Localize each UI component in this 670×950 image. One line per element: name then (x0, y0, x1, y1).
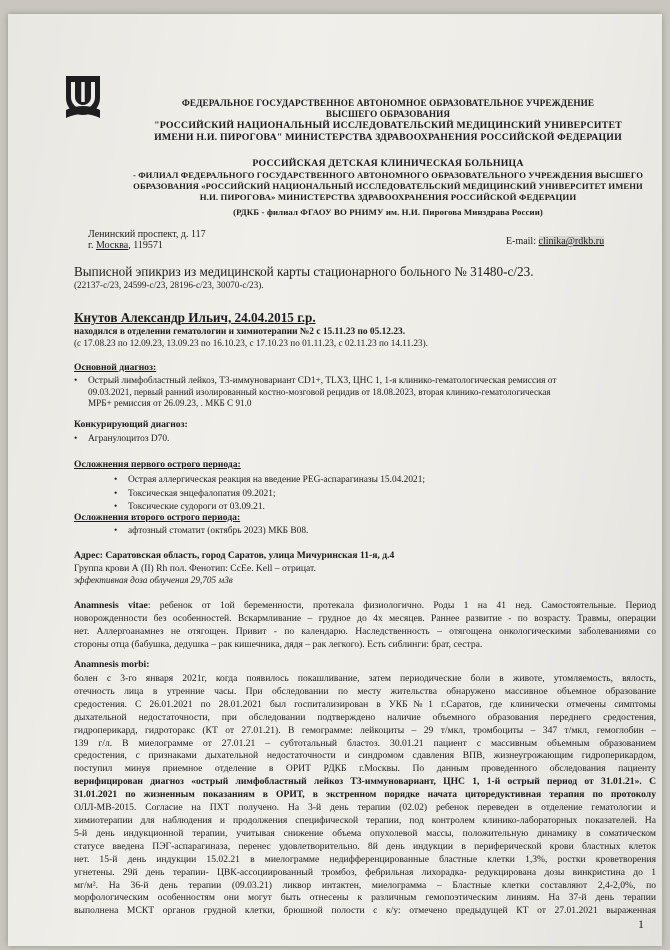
email-line (506, 236, 604, 248)
anamnesis-morbi-line: гидроперикард, гидроторакс (КТ от 27.01.21). В гемограмме: лейкоциты – 29 т/мкл, тромбоциты – 347 т/мкл, гемоглобин – (74, 724, 656, 736)
blood-group: Группа крови А (II) Rh пол. Фенотип: CcEe. Kell – отрицат. (74, 563, 316, 574)
anamnesis-morbi-line: ОЛЛ-МВ-2015. Согласие на ПХТ получено. На 3-й день терапии (02.02) ребенок переведен в отделение гематологии и (74, 802, 656, 814)
anamnesis-morbi (74, 673, 656, 918)
anamnesis-morbi-line: отечность лица в утренние часы. При обследовании по месту жительства обнаружено массивное объемное образование (74, 685, 656, 697)
main-diagnosis-heading: Основной диагноз: (74, 362, 157, 373)
header-line-3: "РОССИЙСКИЙ НАЦИОНАЛЬНЫЙ ИССЛЕДОВАТЕЛЬСКИЙ МЕДИЦИНСКИЙ УНИВЕРСИТЕТ (154, 120, 622, 131)
previous-stays: (с 17.08.23 по 12.09.23, 13.09.23 по 16.10.23, с 17.10.23 по 01.11.23, с 02.11.23 по 14.11.23). (74, 338, 428, 348)
card-numbers: (22137-с/23, 24599-с/23, 28196-с/23, 30070-с/23). (74, 280, 264, 290)
concurrent-diagnosis-heading: Конкурирующий диагноз: (74, 419, 188, 430)
document-title: Выписной эпикриз из медицинской карты стационарного больного № 31480-с/23. (74, 264, 534, 279)
anamnesis-morbi-line: химиотерапии для наблюдения и продолжения специфической терапии, под контролем клинико-лабораторных показателей. На (74, 814, 656, 826)
address-city: Москва (95, 240, 129, 251)
header-line-8: Н.И. ПИРОГОВА» МИНИСТЕРСТВА ЗДРАВООХРАНЕНИЯ РОССИЙСКОЙ ФЕДЕРАЦИИ (199, 192, 577, 202)
anamnesis-morbi-label: Anamnesis morbi: (74, 659, 150, 670)
anamnesis-vitae-line: стороны отца (бабушка, дедушка – рак кишечника, дядя – рак легкого). Есть сиблинги: брат, сестра. (74, 638, 483, 650)
anamnesis-morbi-line: 5-й день индукционной терапии, учитывая снижение объема опухолевой массы, положительную динамику в соматическом (74, 827, 656, 839)
header-line-2: ВЫСШЕГО ОБРАЗОВАНИЯ (325, 109, 451, 119)
complication-first-item: • Острая аллергическая реакция на введение PEG-аспарагиназы 15.04.2021; (128, 475, 425, 486)
institution-logo-icon (60, 72, 106, 122)
address-street: Ленинский проспект, д. 117 (88, 229, 206, 240)
anamnesis-morbi-line: 139 г/л. В миелограмме от 27.01.21 – субтотальный бластоз. 30.01.21 пациент с массивным объемным образованием (74, 737, 656, 749)
main-diagnosis-line-1: • Острый лимфобластный лейкоз, Т3-иммуновариант CD1+, TLX3, ЦНС 1, 1-я клинико-гематологическая ремиссия от (88, 376, 556, 387)
anamnesis-morbi-line: выполнена МСКТ органов грудной клетки, брюшной полости с к/у: отмечено предыдущей КТ от 27.01.2021 выраженная (74, 905, 656, 917)
anamnesis-morbi-line: нет. 15-й день индукции 15.02.21 в миелограмме недифференцированные бластные клетки 1,3%, ростки кроветворения (74, 853, 656, 865)
anamnesis-vitae-line: нет. Аллергоанамнез не отягощен. Привит - по календарю. Наследственность – отягощена онкологическими заболеваниями со (74, 625, 656, 637)
main-diagnosis-line-2: 09.03.2021, первый ранний изолированный костно-мозговой рецидив от 18.08.2023, вторая клинико-гематологическая (88, 387, 551, 397)
anamnesis-morbi-line: поступил минуя приемное отделение в ОРИТ РДКБ г.Москвы. По данным проведенного обследования пациенту (74, 763, 656, 775)
anamnesis-morbi-line: угнетены. 29й день терапии- ЦВК-ассоциированный тромбоз, фебрильная лихорадка- редукцирована дозы винкристина до 1 (74, 866, 656, 878)
main-diagnosis-line-3: МРБ+ ремиссия от 26.09.23, . МКБ С 91.0 (88, 398, 252, 408)
anamnesis-vitae-label: Anamnesis vitae (74, 600, 148, 611)
anamnesis-morbi-line: 31.01.2021 по жизненным показаниям в ОРИТ, в экстренном порядке начата циторедуктивная терапия по протоколу (74, 789, 656, 801)
page-number: 1 (638, 917, 644, 931)
complication-first-item: • Токсические судороги от 03.09.21. (128, 502, 265, 513)
anamnesis-vitae-line: новорожденности без особенностей. Вскармливание – грудное до 4х месяцев. Раннее развитие - по возрасту. Травмы, операции (74, 612, 656, 624)
header-line-6: - ФИЛИАЛ ФЕДЕРАЛЬНОГО ГОСУДАРСТВЕННОГО АВТОНОМНОГО ОБРАЗОВАТЕЛЬНОГО УЧРЕЖДЕНИЯ ВЫСШЕГО (132, 170, 644, 180)
stay-dates: находился в отделении гематологии и химиотерапии №2 с 15.11.23 по 05.12.23. (74, 327, 406, 337)
anamnesis-morbi-line: мг/м². На 36-й день терапии (09.03.21) ликвор интактен, миелограмма – Бластные клетки составляют 2,4-2,0%, по (74, 879, 656, 891)
anamnesis-morbi-line: верифицирован диагноз «острый лимфобластный лейкоз Т3-иммуновариант, ЦНС 1, 1-й острый период от 31.01.21». С (74, 776, 656, 788)
anamnesis-vitae (74, 600, 656, 652)
header-line-7: ОБРАЗОВАНИЯ «РОССИЙСКИЙ НАЦИОНАЛЬНЫЙ ИССЛЕДОВАТЕЛЬСКИЙ МЕДИЦИНСКИЙ УНИВЕРСИТЕТ ИМЕНИ (133, 181, 643, 191)
header-line-9: (РДКБ - филиал ФГАОУ ВО РНИМУ им. Н.И. Пирогова Минздрава России) (233, 207, 543, 217)
anamnesis-morbi-line: средостения, с признаками дыхательной недостаточности и синдромом сдавления ВПВ, жизнеугрожающим гидроперикардом, (74, 750, 656, 762)
concurrent-diagnosis-item: • Агранулоцитоз D70. (88, 434, 169, 445)
radiation-dose: эффективная доза облучения 29,705 мЗв (74, 575, 233, 585)
header-line-4: ИМЕНИ Н.И. ПИРОГОВА" МИНИСТЕРСТВА ЗДРАВООХРАНЕНИЯ РОССИЙСКОЙ ФЕДЕРАЦИИ (154, 132, 622, 143)
header-line-5: РОССИЙСКАЯ ДЕТСКАЯ КЛИНИЧЕСКАЯ БОЛЬНИЦА (252, 158, 524, 169)
address-city-line (88, 240, 163, 252)
anamnesis-morbi-line: статусе введена ПЭГ-аспарагиназа, перенес удовлетворительно. 8й день индукции в периферической крови бластных клеток (74, 840, 656, 852)
anamnesis-vitae-line: Anamnesis vitae: ребенок от 1ой беременности, протекала физиологично. Роды 1 на 41 нед. Самостоятельные. Период (74, 600, 656, 611)
complications-first-heading: Осложнения первого острого периода: (74, 459, 241, 470)
header-line-1: ФЕДЕРАЛЬНОЕ ГОСУДАРСТВЕННОЕ АВТОНОМНОЕ ОБРАЗОВАТЕЛЬНОЕ УЧРЕЖДЕНИЕ (181, 98, 595, 108)
complications-second-heading: Осложнения второго острого периода: (74, 512, 241, 523)
complication-second-item: • афтозный стоматит (октябрь 2023) МКБ B08. (128, 526, 308, 537)
email-label: E-mail: (506, 236, 539, 247)
email-link[interactable]: clinika@rdkb.ru (538, 236, 605, 247)
patient-name: Кнутов Александр Ильич, 24.04.2015 г.р. (74, 310, 316, 325)
address-postcode: , 119571 (128, 240, 163, 251)
anamnesis-morbi-line: морфологическим особенностям они могут быть отнесены к различным гемопоэтическим линиям. На 37-й день терапии (74, 892, 656, 904)
document-page (8, 14, 662, 946)
address-city-prefix: г. (88, 240, 96, 251)
complication-first-item: • Токсическая энцефалопатия 09.2021; (128, 489, 276, 500)
patient-address: Адрес: Саратовская область, город Саратов, улица Мичуринская 11-я, д.4 (74, 550, 395, 561)
anamnesis-morbi-line: средостения. С 26.01.2021 по 28.01.2021 был госпитализирован в УКБ№1 г.Саратов, где клинически отмечены симптомы (74, 698, 656, 710)
anamnesis-morbi-line: дыхательной недостаточности, при обследовании подтверждено наличие объемного образования переднего средостения, (74, 711, 656, 723)
anamnesis-morbi-line: болен с 3-го января 2021г, когда появилось покашливание, затем периодические боли в животе, утомляемость, вялость, (74, 673, 656, 684)
